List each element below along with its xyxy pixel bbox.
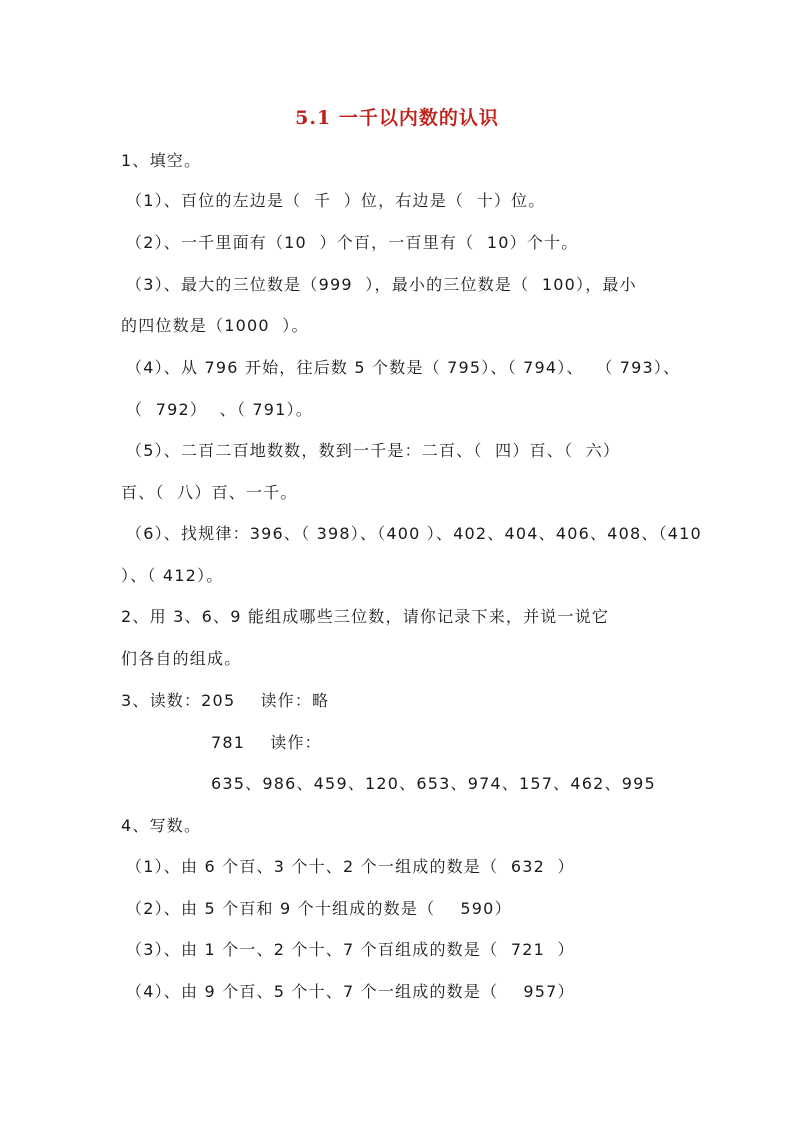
section-4-heading: 4、写数。 xyxy=(121,816,202,835)
question-1-3: （3）、最大的三位数是（999 ），最小的三位数是（ 100），最小 xyxy=(126,275,637,294)
section-2-heading: 2、用 3、6、9 能组成哪些三位数，请你记录下来，并说一说它 xyxy=(121,607,610,626)
question-1-3-continued: 的四位数是（1000 ）。 xyxy=(121,316,309,335)
question-1-5: （5）、二百二百地数数，数到一千是：二百、（ 四）百、（ 六） xyxy=(126,441,621,460)
question-1-6-continued: ）、（ 412）。 xyxy=(121,566,224,585)
question-4-2: （2）、由 5 个百和 9 个十组成的数是（ 590） xyxy=(126,899,512,918)
section-3-item-781: 781 读作： xyxy=(211,733,322,752)
question-1-2: （2）、一千里面有（10 ）个百，一百里有（ 10）个十。 xyxy=(126,233,579,252)
question-1-5-continued: 百、（ 八）百、一千。 xyxy=(121,483,298,502)
question-4-3: （3）、由 1 个一、2 个十、7 个百组成的数是（ 721 ） xyxy=(126,940,575,959)
page-title: 5.1 一千以内数的认识 xyxy=(295,107,499,129)
question-1-4-continued: （ 792） 、（ 791）。 xyxy=(126,400,313,419)
question-4-4: （4）、由 9 个百、5 个十、7 个一组成的数是（ 957） xyxy=(126,982,575,1001)
question-1-6: （6）、找规律：396、（ 398）、（400 ）、402、404、406、408、（410 xyxy=(126,524,702,543)
section-2-continued: 们各自的组成。 xyxy=(121,649,242,668)
question-1-1: （1）、百位的左边是（ 千 ）位，右边是（ 十）位。 xyxy=(126,191,546,210)
question-1-4: （4）、从 796 开始，往后数 5 个数是（ 795）、（ 794）、 （ 793）、 xyxy=(126,358,681,377)
section-3-heading: 3、读数：205 读作：略 xyxy=(121,691,330,710)
section-3-number-list: 635、986、459、120、653、974、157、462、995 xyxy=(211,774,656,793)
section-1-heading: 1、填空。 xyxy=(121,151,202,170)
question-4-1: （1）、由 6 个百、3 个十、2 个一组成的数是（ 632 ） xyxy=(126,857,575,876)
